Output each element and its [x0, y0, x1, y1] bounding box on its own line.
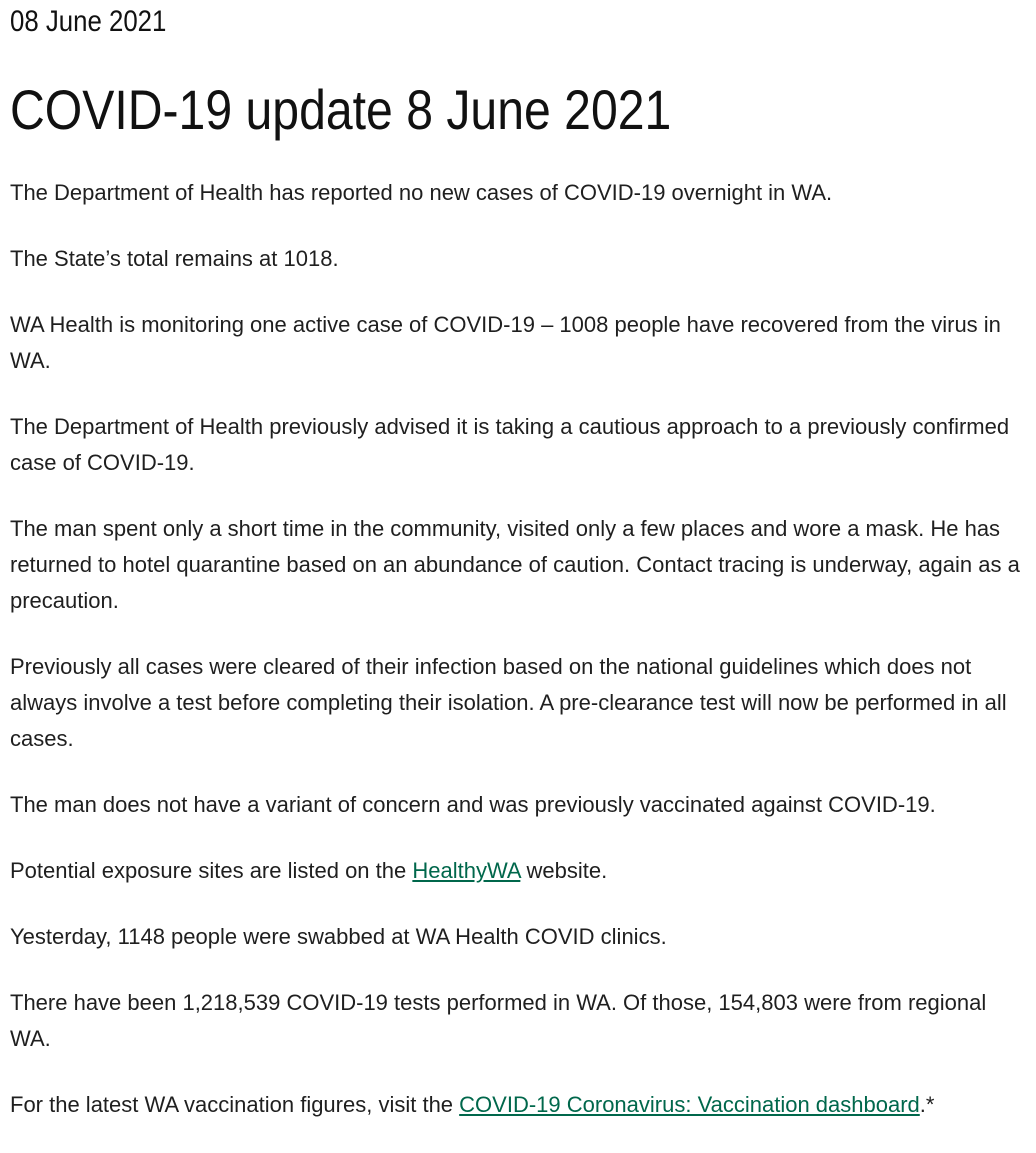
page-title: COVID-19 update 8 June 2021 — [10, 78, 672, 141]
paragraph-exposure-sites — [10, 853, 1030, 889]
vaccination-dashboard-link[interactable]: COVID-19 Coronavirus: Vaccination dashboard — [459, 1092, 920, 1117]
paragraph-swabbed: Yesterday, 1148 people were swabbed at WA Health COVID clinics. — [10, 924, 667, 949]
paragraph-vaccination — [10, 1087, 1030, 1123]
paragraph-community-visit: The man spent only a short time in the community, visited only a few places and wore a mask. He has returned to hotel quarantine based on an abundance of caution. Contact tracing is underway, again as a precaution. — [10, 516, 1020, 613]
paragraph-tests-performed: There have been 1,218,539 COVID-19 tests performed in WA. Of those, 154,803 were from regional WA. — [10, 990, 987, 1051]
paragraph-variant: The man does not have a variant of concern and was previously vaccinated against COVID-19. — [10, 792, 936, 817]
exposure-text-before: Potential exposure sites are listed on the — [10, 858, 413, 883]
paragraph-no-new-cases: The Department of Health has reported no new cases of COVID-19 overnight in WA. — [10, 180, 833, 205]
exposure-text-after: website. — [520, 858, 608, 883]
paragraph-clearance-test: Previously all cases were cleared of their infection based on the national guidelines which does not always involve a test before completing their isolation. A pre-clearance test will now be performed in all cases. — [10, 654, 1007, 751]
vaccination-text-before: For the latest WA vaccination figures, visit the — [10, 1092, 460, 1117]
vaccination-text-after: .* — [919, 1092, 935, 1117]
paragraph-state-total: The State’s total remains at 1018. — [10, 246, 339, 271]
paragraph-active-cases: WA Health is monitoring one active case of COVID-19 – 1008 people have recovered from the virus in WA. — [10, 312, 1001, 373]
article — [10, 0, 1030, 1153]
article-body — [10, 175, 1030, 1123]
article-date: 08 June 2021 — [10, 5, 167, 38]
paragraph-cautious-approach: The Department of Health previously advised it is taking a cautious approach to a previously confirmed case of COVID-19. — [10, 414, 1010, 475]
healthywa-link[interactable]: HealthyWA — [412, 858, 521, 883]
